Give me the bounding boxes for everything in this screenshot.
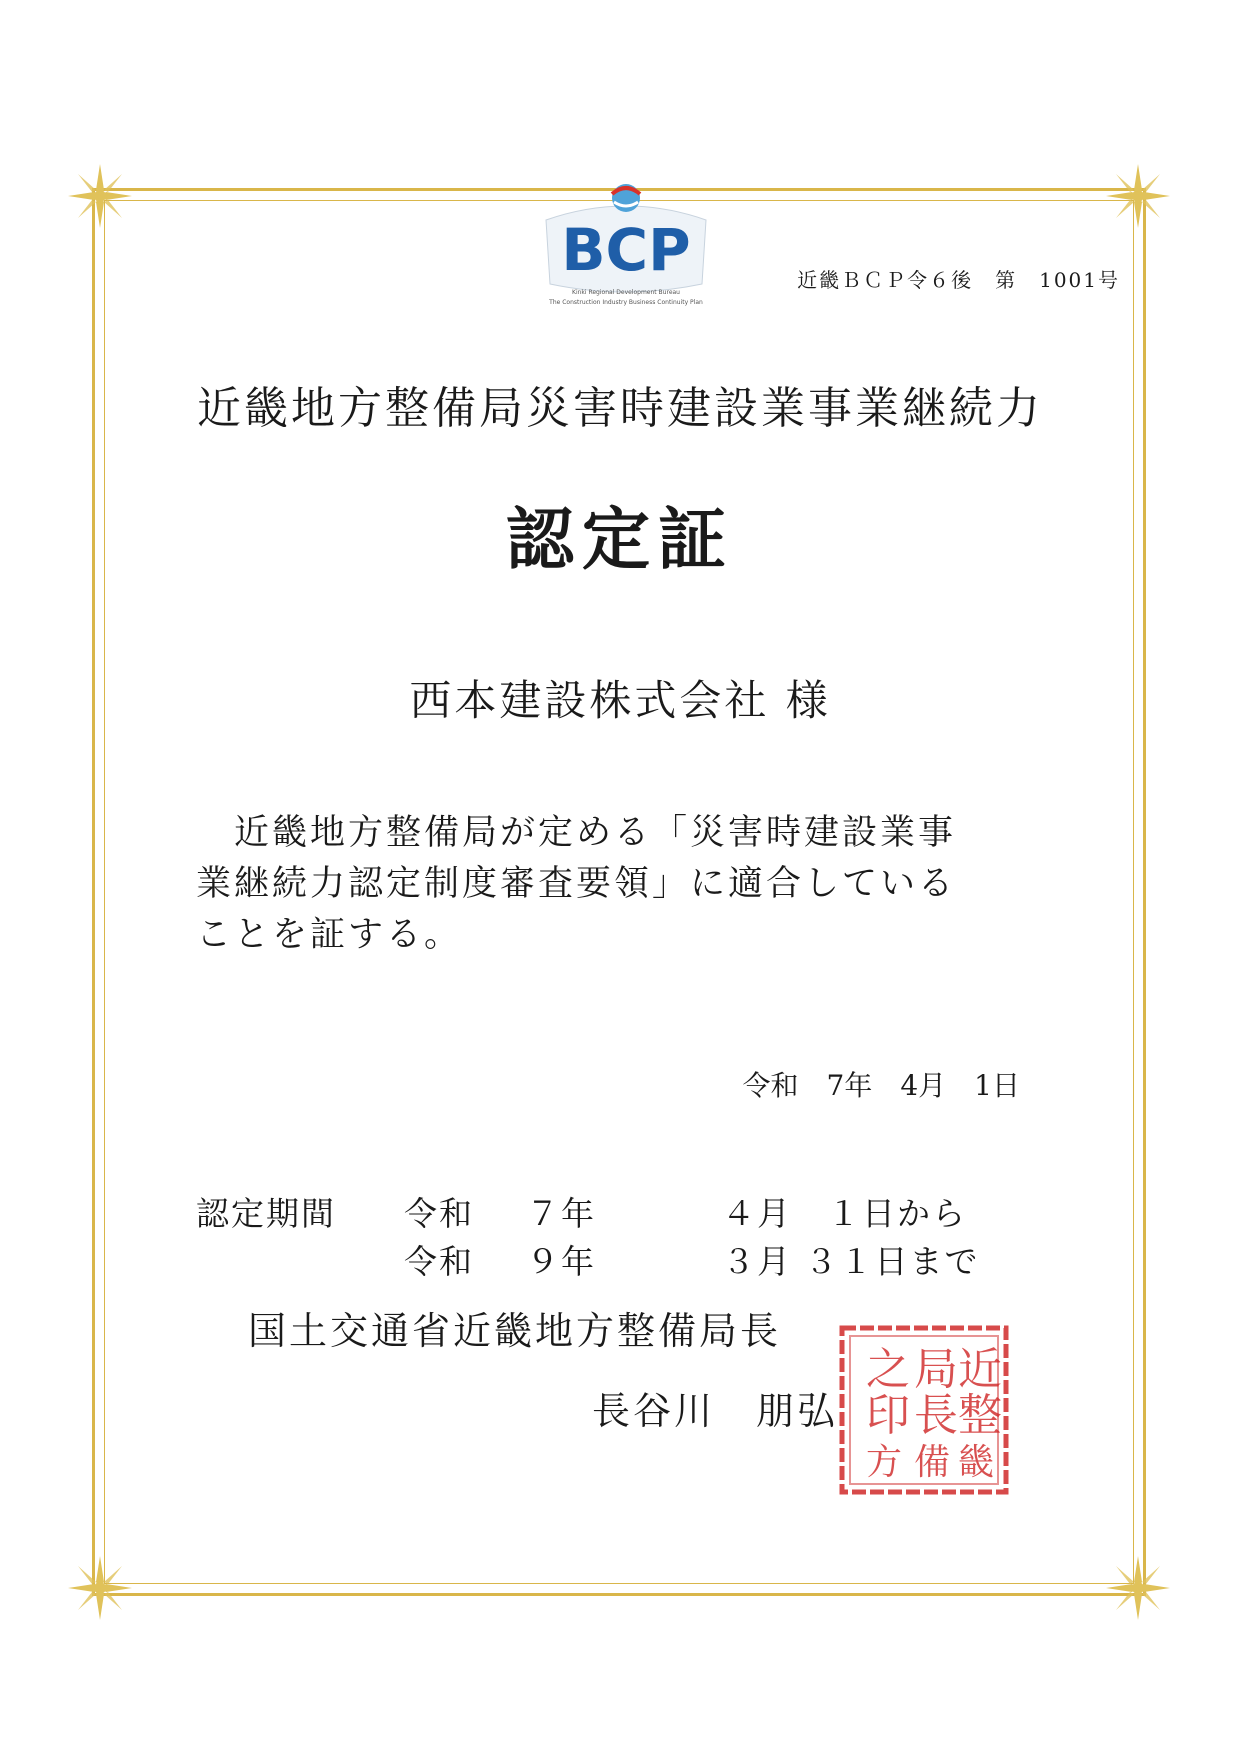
corner-ornament-top-left: [58, 154, 142, 238]
bcp-logo-subtitle-2: The Construction Industry Business Continuity Plan: [549, 299, 703, 306]
issuer-title: 国土交通省近畿地方整備局長: [248, 1309, 782, 1353]
svg-text:備: 備: [914, 1442, 951, 1483]
svg-text:整: 整: [958, 1390, 1002, 1441]
period-end-year: ９年: [526, 1242, 596, 1281]
period-start-year: ７年: [526, 1194, 596, 1233]
period-label: 認定期間: [196, 1194, 336, 1233]
period-end-month-day: ３月 ３１日まで: [722, 1242, 980, 1281]
svg-text:局: 局: [914, 1344, 958, 1395]
corner-ornament-bottom-right: [1096, 1546, 1180, 1630]
svg-text:印: 印: [866, 1390, 910, 1441]
certificate-title: 認定証: [505, 500, 734, 580]
bcp-logo-text: BCP: [561, 216, 691, 284]
certificate-heading: 近畿地方整備局災害時建設業事業継続力: [197, 383, 1043, 434]
svg-text:方: 方: [866, 1442, 903, 1483]
svg-text:近: 近: [958, 1344, 1002, 1395]
period-start-era: 令和: [404, 1194, 474, 1233]
svg-text:畿: 畿: [958, 1442, 995, 1483]
bcp-logo-subtitle-1: Kinki Regional Development Bureau: [572, 289, 680, 296]
issue-date: 令和 7年 4月 1日: [742, 1069, 1020, 1102]
period-start-month-day: ４月 １日から: [722, 1194, 967, 1233]
bcp-logo: [526, 172, 726, 322]
svg-text:長: 長: [914, 1390, 958, 1441]
signer-name: 長谷川 朋弘: [592, 1389, 839, 1433]
body-line-2: 業継続力認定制度審査要領」に適合している: [196, 864, 957, 904]
official-seal: [836, 1322, 1012, 1498]
corner-ornament-top-right: [1096, 154, 1180, 238]
body-line-1: 近畿地方整備局が定める「災害時建設業事: [196, 813, 957, 853]
certificate-number: 近畿ＢＣＰ令６後 第 1001号: [797, 268, 1120, 292]
corner-ornament-bottom-left: [58, 1546, 142, 1630]
body-line-3: ことを証する。: [196, 915, 463, 955]
svg-text:之: 之: [866, 1344, 910, 1395]
recipient-name: 西本建設株式会社 様: [409, 676, 831, 725]
period-end-era: 令和: [404, 1242, 474, 1281]
certificate-body: [196, 808, 1016, 961]
